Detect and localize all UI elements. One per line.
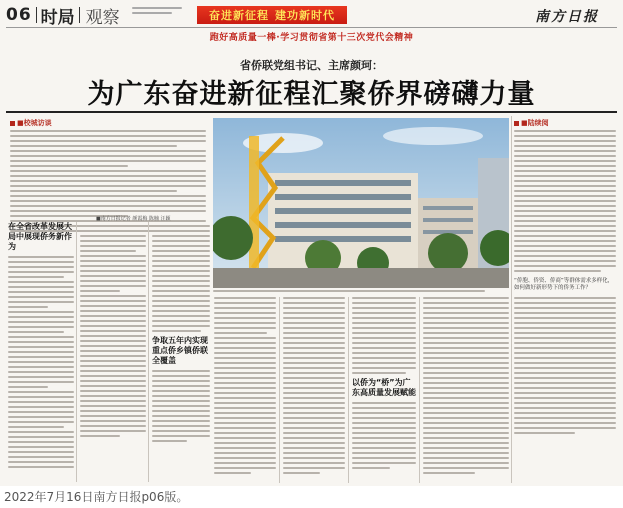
page-number: 06 xyxy=(6,5,32,25)
headline-rule xyxy=(6,111,617,113)
headline-kicker: 省侨联党组书记、主席颜珂： xyxy=(240,59,383,72)
top-banner xyxy=(197,6,347,24)
header-rule xyxy=(6,27,617,28)
image-caption: 2022年7月16日南方日报p06版。 xyxy=(4,490,189,504)
column-3 xyxy=(152,225,210,442)
section-1-title: 在全省改革发展大局中展现侨务新作为 xyxy=(8,222,72,251)
section-sub: 观察 xyxy=(85,7,120,28)
byline: ■南方日报记者 颜霞梅 陈楠 汪颖 xyxy=(96,216,171,222)
building-photo-image xyxy=(213,118,509,288)
column-6 xyxy=(352,297,416,469)
header-divider xyxy=(79,7,80,23)
article-photo xyxy=(213,118,509,288)
header-meta xyxy=(132,7,192,14)
lead-tag-label: ■校城访谈 xyxy=(17,119,52,127)
banner-part-1: 奋进新征程 xyxy=(209,9,269,22)
header-divider xyxy=(36,7,37,23)
tag-square-icon xyxy=(10,121,15,126)
column-5 xyxy=(283,297,345,474)
section-2-title: 争取五年内实现重点侨乡镇侨联全覆盖 xyxy=(152,336,208,365)
sidebar-commentary xyxy=(514,118,616,434)
side-tag-label: ■陆续阅 xyxy=(521,119,549,127)
column-7 xyxy=(423,297,509,474)
column-1 xyxy=(8,222,74,468)
sub-banner: 跑好高质量一棒·学习贯彻省第十三次党代会精神 xyxy=(209,33,414,43)
lead-tag xyxy=(10,118,206,128)
side-quote: “侨胞、侨资、侨商”等群体需求多样化，如何做好新形势下的侨务工作？ xyxy=(514,278,614,291)
column-2 xyxy=(80,225,146,437)
masthead-logo: 南方日报 xyxy=(535,9,599,25)
photo-caption xyxy=(213,290,509,295)
side-tag xyxy=(514,118,616,128)
section-name: 时局 xyxy=(40,7,75,28)
banner-part-2: 建功新时代 xyxy=(275,9,335,22)
page-header xyxy=(6,4,120,26)
section-3-title: 以侨为“桥”为广东高质量发展赋能 xyxy=(352,378,416,397)
column-4 xyxy=(214,297,276,474)
headline: 为广东奋进新征程汇聚侨界磅礴力量 xyxy=(87,79,536,110)
tag-square-icon xyxy=(514,121,519,126)
